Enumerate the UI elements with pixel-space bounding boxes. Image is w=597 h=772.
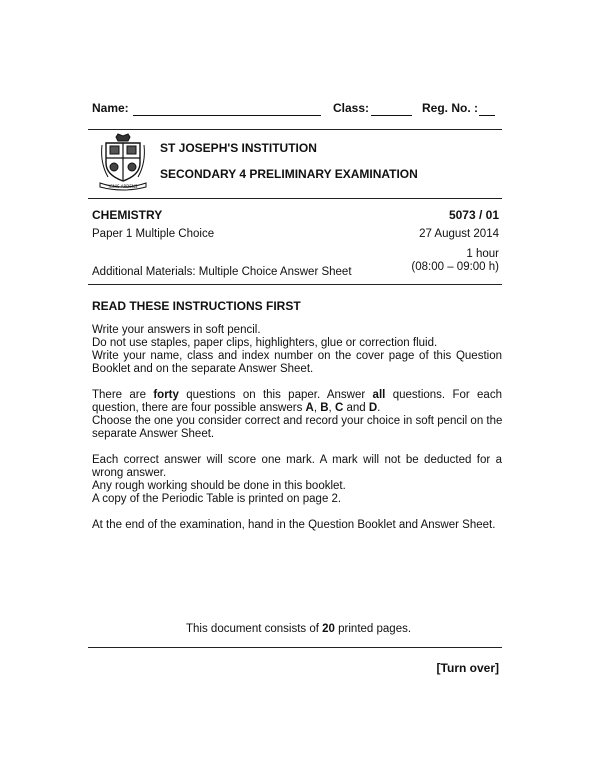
paper-code: 5073 / 01 — [448, 208, 499, 222]
instruction-line: separate Answer Sheet. — [92, 428, 215, 440]
instructions-paragraph-2 — [92, 389, 502, 441]
divider — [88, 647, 502, 648]
regno-label: Reg. No. : — [422, 101, 478, 115]
instructions-paragraph-1 — [92, 324, 502, 376]
instruction-line: question, there are four possible answers A, B, C and D. — [92, 402, 381, 414]
page-count: This document consists of 20 printed pages. — [186, 623, 412, 635]
instruction-line: Each correct answer will score one mark. A mark will not be deducted for a — [92, 454, 502, 466]
instruction-line: wrong answer. — [92, 467, 167, 479]
divider — [88, 198, 502, 199]
divider — [88, 284, 502, 285]
additional-materials: Additional Materials: Multiple Choice Answer Sheet — [92, 266, 352, 278]
instruction-line: Choose the one you consider correct and record your choice in soft pencil on the — [92, 415, 503, 427]
instruction-line: Any rough working should be done in this booklet. — [92, 480, 346, 492]
instruction-line: Write your answers in soft pencil. — [92, 324, 261, 336]
class-label: Class: — [333, 101, 370, 115]
exam-date: 27 August 2014 — [419, 228, 499, 240]
instructions-heading: READ THESE INSTRUCTIONS FIRST — [92, 299, 301, 313]
class-blank — [371, 115, 412, 116]
name-blank — [133, 115, 321, 116]
instructions-paragraph-3 — [92, 454, 502, 506]
exam-title: SECONDARY 4 PRELIMINARY EXAMINATION — [160, 167, 418, 181]
crest-motto: IGNIS ARDENS — [108, 184, 138, 189]
school-name: ST JOSEPH'S INSTITUTION — [160, 141, 317, 155]
divider — [88, 129, 502, 130]
exam-time: (08:00 – 09:00 h) — [411, 261, 499, 273]
school-crest-icon — [98, 133, 148, 191]
duration: 1 hour — [466, 248, 499, 260]
instruction-line: At the end of the examination, hand in the Question Booklet and Answer Sheet. — [92, 519, 496, 531]
name-label: Name: — [92, 101, 129, 115]
instruction-line: A copy of the Periodic Table is printed on page 2. — [92, 493, 342, 505]
paper-title: Paper 1 Multiple Choice — [92, 228, 215, 240]
instruction-line: Write your name, class and index number on the cover page of this Question — [92, 350, 502, 362]
instruction-line: Booklet and on the separate Answer Sheet. — [92, 363, 314, 375]
instructions-paragraph-4 — [92, 519, 502, 532]
regno-blank — [479, 115, 495, 116]
turn-over-label: [Turn over] — [436, 661, 499, 675]
subject: CHEMISTRY — [92, 208, 163, 222]
instruction-line: There are forty questions on this paper. Answer all questions. For each — [92, 389, 502, 401]
instruction-line: Do not use staples, paper clips, highlighters, glue or correction fluid. — [92, 337, 438, 349]
